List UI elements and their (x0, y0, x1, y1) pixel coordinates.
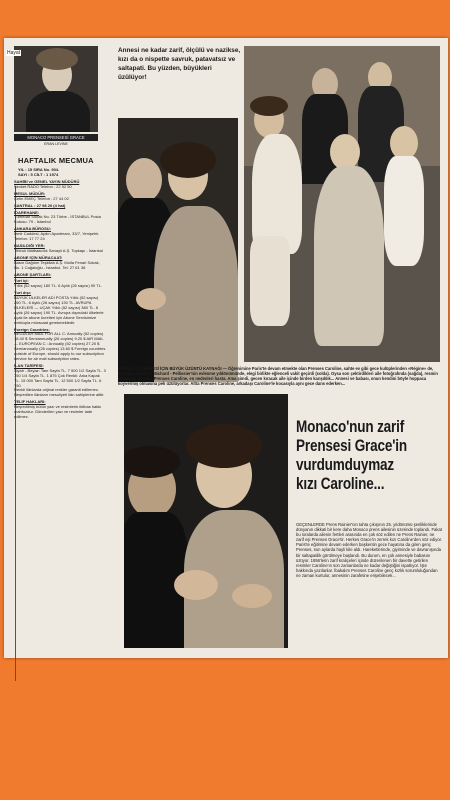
article-headline: Monaco'nun zarif Prensesi Grace'in vurdumduymaz kızı Caroline... (296, 418, 407, 493)
imprint-text: Yıllık (52 sayısı) 180 TL. 6 Aylık (26 sayısı) 90 TL. (14, 283, 103, 289)
imprint-heading: İDAREHANE: (14, 209, 40, 215)
imprint-block (14, 244, 106, 254)
portrait-photo (14, 46, 98, 132)
imprint-heading: Yurt dışı: (14, 290, 32, 296)
imprint-block (14, 400, 106, 420)
imprint-text: Tifdruk Matbaacılık Sanayii A.Ş. Topkapı - İstanbul (14, 247, 103, 253)
imprint-heading: SANTRAL : 27 98 20 (4 hat) (14, 202, 66, 208)
imprint-text: REGULAR MAIL FOR ALL C: Annually (52 copies) 18.40 $ Semiannually (26 copies) 9.20 $ AIR MAIL — EUROPEAN C.: Annually (52 copies) 27.20 $ Semiannually (26 copies) 13.60 $ Foreign countries outside of Europe, should apply to our subscription service for air mail subscription rates. (14, 331, 106, 361)
imprint-block (14, 388, 106, 398)
imprint-text: Neşredilmiş bütün yazı ve resimlerin iktibas hakkı mahfuzdur. Gönderilen yazı ve resimler iade edilmez. (14, 404, 102, 419)
imprint-heading: BASILDIĞI YER: (14, 242, 45, 248)
imprint-block (14, 273, 106, 278)
dance-photo (124, 394, 288, 648)
imprint-heading: MESUL MÜDÜR: (14, 190, 46, 196)
imprint-block (14, 364, 106, 389)
imprint-heading: ABONE ŞARTLARI: (14, 271, 52, 277)
imprint-sidebar (14, 178, 106, 420)
imprint-heading: TELİF HAKLARI: (14, 399, 46, 405)
imprint-block (14, 291, 106, 325)
imprint-text: Basın Dağıtım Teşkilatı A.Ş. Molla Fenari Sokak, No. 1 Cağaloğlu - İstanbul. Tel: 27 61 38 (14, 259, 100, 270)
imprint-text: Çetin EMEÇ Telefon : 27 44 02 (14, 195, 69, 201)
imprint-block (14, 279, 106, 289)
masthead-line2: SAYI : 5 CİLT : 1 1974 (18, 172, 59, 177)
masthead-line1: YIL : 15 SIRA No. 904. (18, 167, 60, 172)
imprint-block (14, 227, 106, 242)
imprint-heading: Foreign Countries: (14, 326, 50, 332)
article-body: GEÇENLERDE Prens Rainier'nin tahta çıkışının 25. yıldönümü şenliklerinde dünyanın dikkati bir kere daha Monaco prens ailesinin üzerinde toplandı. Fakat bu sıralarda ailenin fertleri arasında en çok söz edilen ne Prens Rainier, ne zarif eşi Prenses Grace'tir. Herkes Grace'in zerrek kızı Caroline'den söz ediyor. Paris'te eğitimine devam ederken başkentin gece hayatına da giren genç Prenses, son aylarda hayli kile aldı. Hareketlerinde, giyiminde ve davranışında bir saltapatilik görülmeye başlandı. Bu durum, en çok annesiyle babasını üzüyor. 1956'lerin zarif kraliçeleri içinde düzenlenen bir davette getirilen resimler Caroline'ın son zamanlarda ne kadar değiştiğini ispatlıyor. İşte hakkında yazılanlar. İbakalım Prenses Caroline genç kızlık sorumluluğundan ne zaman kurtulur, annesinin zarafetine erişebilecek... (296, 522, 442, 578)
imprint-text: BÜYÜK ULKELER ADİ POSTA Yıllık (52 sayısı) 260 TL. 6 Aylık (26 sayısı) 130 TL. AVRUPA ÜLKELERİ — UÇAK Yıllık (52 sayısı) 380 TL. 6 Aylık (26 sayısı) 190 TL. Avrupa dışındaki ülkelerle uçak ile abone ücretleri için Abone Servisimize mektupla müracaat gerekmektedir. (14, 295, 104, 325)
imprint-text: Şevket RADO Telefon : 22 52 50 (14, 183, 72, 189)
photographer-credit: ERAN LEVİNE (44, 142, 68, 146)
family-photo (244, 46, 440, 362)
imprint-block (14, 204, 106, 209)
imprint-block (14, 328, 106, 362)
imprint-heading: Yurt içi: (14, 278, 29, 284)
pull-quote: Annesi ne kadar zarif, ölçülü ve nazikse, kızı da o nispette savruk, patavatsız ve saltapati. Bu yüzden, büyükleri üzülüyor! (118, 47, 241, 81)
imprint-block (14, 192, 106, 202)
imprint-block (14, 256, 106, 271)
imprint-block (14, 180, 106, 190)
photo-caption: BU HALİYLE ANNESİ İÇİN BÜYÜK ÜZÜNTÜ KAYNAĞI — Öğrenimine Paris'te devam etmekte olan Prenses Caroline, sahte ev gibi gece kulüplerinden «Régine» de, arkadaşı Caroline Michard - Pellissier'nin evlenme yıldönümünde, elegi birlikte eğlenceli vakit geçirdi (solda). Oysa son çektirdikleri aile fotoğrafında (sağda), resmin ortasında görülen Prenses Caroline, en nedenleri hasta. Ama şimdi, gecen kıracak aile içinde birden karışıklık... Annesi ve babası, onun kendini böyle hoppaca koyvermiş olmasına pek üzülüyorlar. Altta Prenses Caroline, arkadaşı Caroline'le kocasıyla aynı gece dans ederken... (118, 366, 438, 386)
imprint-text: İzmir Caddesi, Aydın Apartmanı, 33/7, Yenişehir. Telefon: 17 77 24 (14, 231, 100, 242)
imprint-text: Türbedar Sokak No. 23 Türbe - İSTANBUL Posta Kutusu: 79 - İstanbul (14, 214, 101, 225)
couple-photo-nightclub (118, 118, 238, 382)
hayat-tab: Hayat (7, 50, 21, 56)
magazine-page (4, 38, 448, 658)
imprint-text: Renkli ilânlarda orijinal renkler garanti edilemez. Neşredilen ilânların mesuliyeti ilân sahiplerine aittir. (14, 387, 105, 398)
imprint-heading: SAHİBİ ve GENEL YAYIN MÜDÜRÜ (14, 179, 80, 184)
imprint-block (14, 211, 106, 226)
masthead-title: HAFTALIK MECMUA (18, 156, 94, 165)
imprint-text: Siyah - Beyaz: Tam Sayfa TL. 7 500 1/2 Sayfa TL. 3 750 1/4 Sayfa TL. 1 875 Çok Renkli: Arka Kapak TL. 15 000 Tam Sayfa TL. 12 500 1/2 Sayfa TL. 6 750 (14, 367, 106, 388)
imprint-heading: ANKARA BÜROSU: (14, 226, 51, 232)
imprint-heading: İLAN TARİFESİ: (14, 362, 44, 368)
imprint-heading: ABONE İÇİN MÜRACAAT: (14, 254, 63, 260)
portrait-caption: MONACO PRENSESİ GRACE (14, 134, 98, 141)
